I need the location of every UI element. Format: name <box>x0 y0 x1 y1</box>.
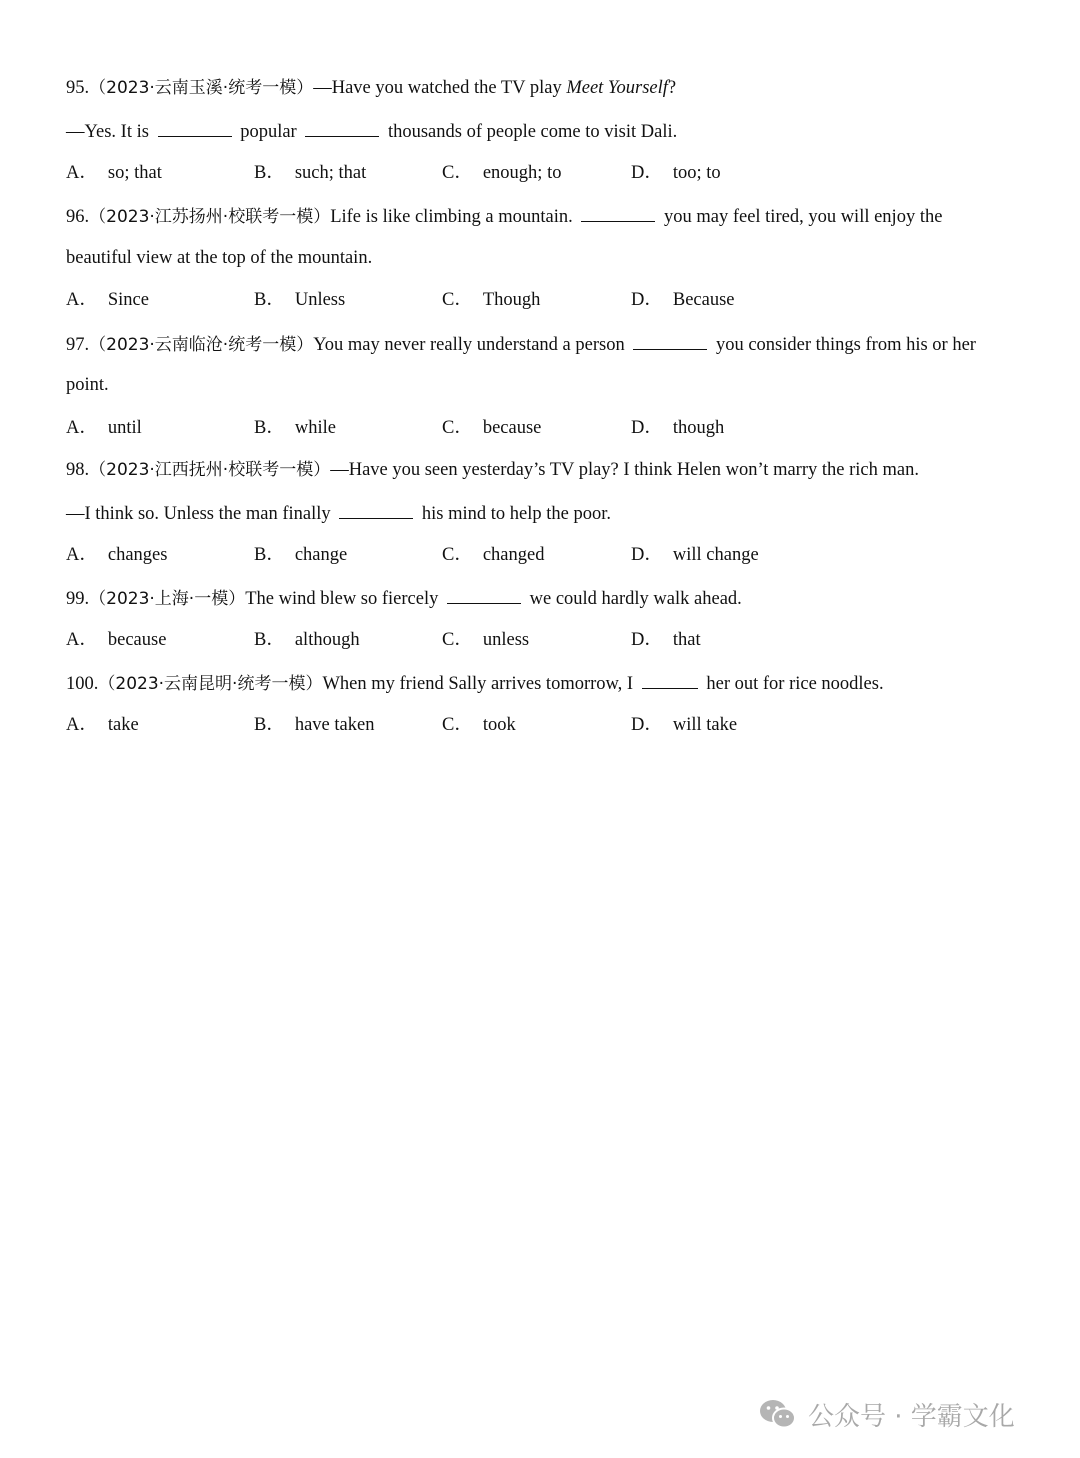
question-number: 100. <box>66 674 99 694</box>
question-100-options <box>66 713 1026 737</box>
question-source: （2023·云南临沧·统考一模） <box>89 335 314 355</box>
question-97-line2: point. <box>66 375 109 395</box>
question-96-line2: beautiful view at the top of the mountain. <box>66 248 373 268</box>
question-95-options <box>66 161 1026 185</box>
option-c: C． took <box>442 715 516 735</box>
option-d: D． will change <box>631 545 759 565</box>
question-source: （2023·江苏扬州·校联考一模） <box>89 207 331 227</box>
option-b: B． although <box>254 630 360 650</box>
question-100-stem: 100.（2023·云南昆明·统考一模）When my friend Sally arrives tomorrow, I her out for rice noodles. <box>66 670 884 696</box>
answer-blank <box>158 118 232 137</box>
option-a: A． because <box>66 630 167 650</box>
answer-blank <box>581 203 655 222</box>
answer-blank <box>642 670 698 689</box>
option-c: C． unless <box>442 630 530 650</box>
option-d: D． though <box>631 418 725 438</box>
question-number: 99. <box>66 589 90 609</box>
option-a: A． changes <box>66 545 168 565</box>
question-source: （2023·云南昆明·统考一模） <box>98 674 323 694</box>
option-d: D． Because <box>631 290 735 310</box>
question-95-line2: —Yes. It is popular thousands of people come to visit Dali. <box>66 118 677 144</box>
answer-blank <box>633 331 707 350</box>
answer-blank <box>447 585 521 604</box>
option-b: B． while <box>254 418 336 438</box>
question-source: （2023·云南玉溪·统考一模） <box>89 78 314 98</box>
option-b: B． such; that <box>254 163 367 183</box>
option-a: A． until <box>66 418 142 438</box>
option-d: D． will take <box>631 715 738 735</box>
option-c: C． Though <box>442 290 541 310</box>
option-a: A． take <box>66 715 139 735</box>
option-c: C． changed <box>442 545 545 565</box>
question-95-stem: 95.（2023·云南玉溪·统考一模）—Have you watched the TV play Meet Yourself? <box>66 78 677 98</box>
question-number: 98. <box>66 460 90 480</box>
question-96-stem: 96.（2023·江苏扬州·校联考一模）Life is like climbing a mountain. you may feel tired, you will enjoy the <box>66 203 942 229</box>
question-97-options <box>66 416 1026 440</box>
option-a: A． Since <box>66 290 149 310</box>
wechat-icon <box>758 1397 798 1431</box>
option-a: A． so; that <box>66 163 162 183</box>
question-96-options <box>66 288 1026 312</box>
answer-blank <box>305 118 379 137</box>
answer-blank <box>339 500 413 519</box>
question-source: （2023·上海·一模） <box>89 589 246 609</box>
question-98-line2: —I think so. Unless the man finally his mind to help the poor. <box>66 500 611 526</box>
question-98-stem: 98.（2023·江西抚州·校联考一模）—Have you seen yesterday’s TV play? I think Helen won’t marry the rich man. <box>66 460 919 480</box>
question-99-options <box>66 628 1026 652</box>
play-title: Meet Yourself <box>566 78 668 98</box>
option-d: D． that <box>631 630 701 650</box>
question-source: （2023·江西抚州·校联考一模） <box>89 460 331 480</box>
option-c: C． enough; to <box>442 163 562 183</box>
option-b: B． Unless <box>254 290 346 310</box>
question-number: 95. <box>66 78 90 98</box>
question-99-stem: 99.（2023·上海·一模）The wind blew so fiercely we could hardly walk ahead. <box>66 585 742 611</box>
watermark <box>758 1396 1015 1432</box>
option-b: B． change <box>254 545 348 565</box>
question-number: 97. <box>66 335 90 355</box>
question-number: 96. <box>66 207 90 227</box>
option-b: B． have taken <box>254 715 375 735</box>
option-c: C． because <box>442 418 542 438</box>
question-97-stem: 97.（2023·云南临沧·统考一模）You may never really understand a person you consider things from his or her <box>66 331 976 357</box>
question-98-options <box>66 543 1026 567</box>
option-d: D． too; to <box>631 163 721 183</box>
watermark-text: 公众号 · 学霸文化 <box>808 1401 1015 1432</box>
